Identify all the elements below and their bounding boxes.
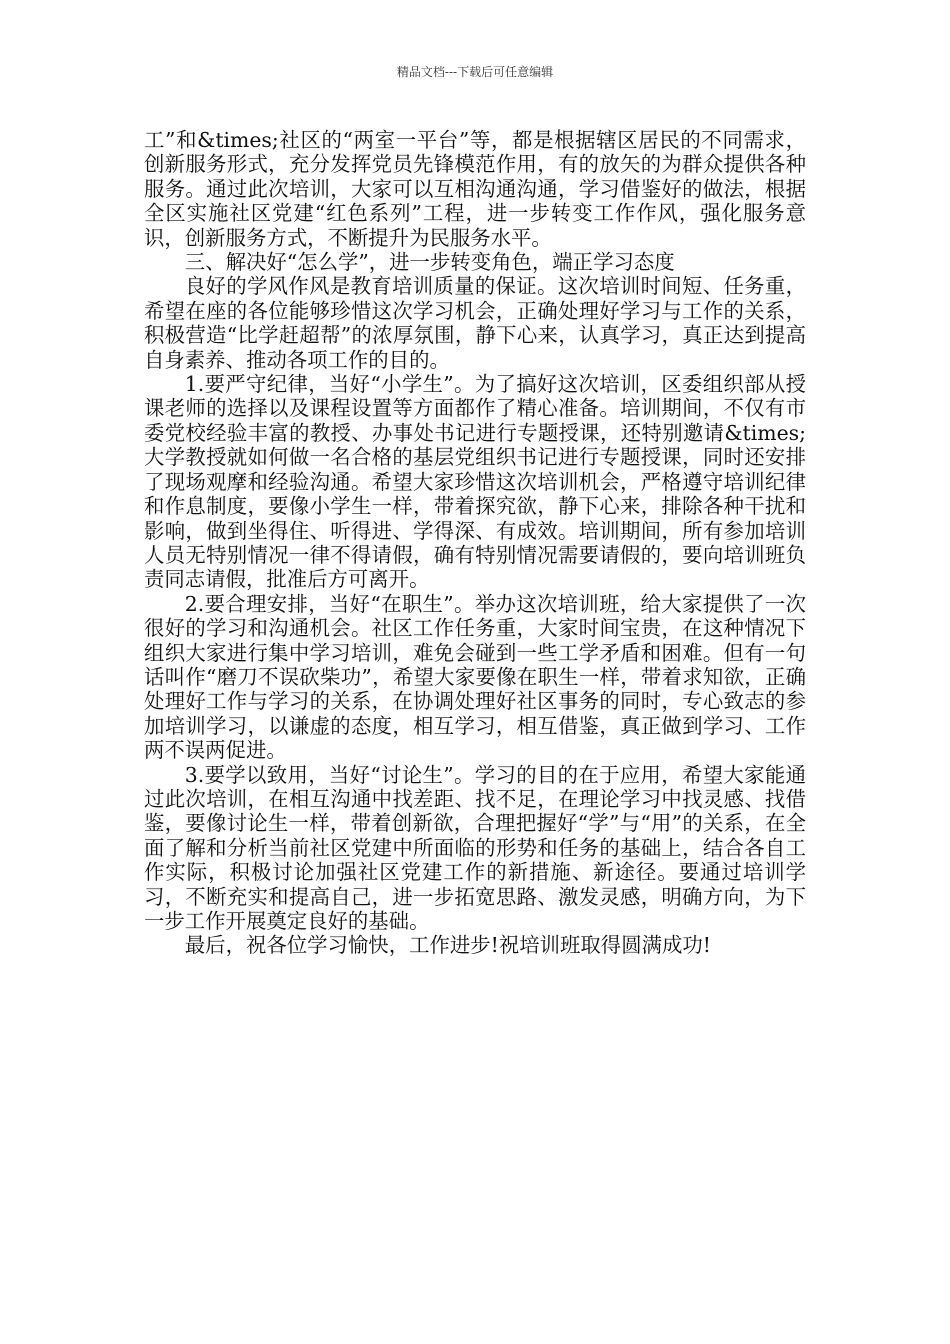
paragraph-study-style: 良好的学风作风是教育培训质量的保证。这次培训时间短、任务重，希望在座的各位能够珍惜这次学习机会，正确处理好学习与工作的关系，积极营造“比学赶超帮”的浓厚氛围，静下心来，认真学习，真正达到提高自身素养、推动各项工作的目的。 [144, 274, 806, 372]
page-header: 精品文档---下载后可任意编辑 [396, 65, 554, 79]
paragraph-point-3: 3.要学以致用，当好“讨论生”。学习的目的在于应用，希望大家能通过此次培训，在相互沟通中找差距、找不足，在理论学习中找灵感、找借鉴，要像讨论生一样，带着创新欲，合理把握好“学”与“用”的关系，在全面了解和分析当前社区党建中所面临的形势和任务的基础上，结合各自工作实际，积极讨论加强社区党建工作的新措施、新途径。要通过培训学习，不断充实和提高自己，进一步拓宽思路、激发灵感，明确方向，为下一步工作开展奠定良好的基础。 [144, 762, 806, 933]
paragraph-point-2: 2.要合理安排，当好“在职生”。举办这次培训班，给大家提供了一次很好的学习和沟通机会。社区工作任务重，大家时间宝贵，在这种情况下组织大家进行集中学习培训，难免会碰到一些工学矛盾和困难。但有一句话叫作“磨刀不误砍柴功”，希望大家要像在职生一样，带着求知欲，正确处理好工作与学习的关系，在协调处理好社区事务的同时，专心致志的参加培训学习，以谦虚的态度，相互学习，相互借鉴，真正做到学习、工作两不误两促进。 [144, 591, 806, 763]
paragraph-closing: 最后，祝各位学习愉快，工作进步!祝培训班取得圆满成功! [184, 933, 711, 958]
document-body [144, 128, 806, 958]
paragraph-continuation: 工”和&times;社区的“两室一平台”等，都是根据辖区居民的不同需求，创新服务形式，充分发挥党员先锋模范作用，有的放矢的为群众提供各种服务。通过此次培训，大家可以互相沟通沟通，学习借鉴好的做法，根据全区实施社区党建“红色系列”工程，进一步转变工作作风，强化服务意识，创新服务方式，不断提升为民服务水平。 [144, 128, 806, 250]
paragraph-point-1: 1.要严守纪律，当好“小学生”。为了搞好这次培训，区委组织部从授课老师的选择以及课程设置等方面都作了精心准备。培训期间，不仅有市委党校经验丰富的教授、办事处书记进行专题授课，还特别邀请&times;大学教授就如何做一名合格的基层党组织书记进行专题授课，同时还安排了现场观摩和经验沟通。希望大家珍惜这次培训机会，严格遵守培训纪律和作息制度，要像小学生一样，带着探究欲，静下心来，排除各种干扰和影响，做到坐得住、听得进、学得深、有成效。培训期间，所有参加培训人员无特别情况一律不得请假，确有特别情况需要请假的，要向培训班负责同志请假，批准后方可离开。 [144, 372, 806, 592]
section-heading-3: 三、解决好“怎么学”，进一步转变角色，端正学习态度 [184, 250, 675, 275]
